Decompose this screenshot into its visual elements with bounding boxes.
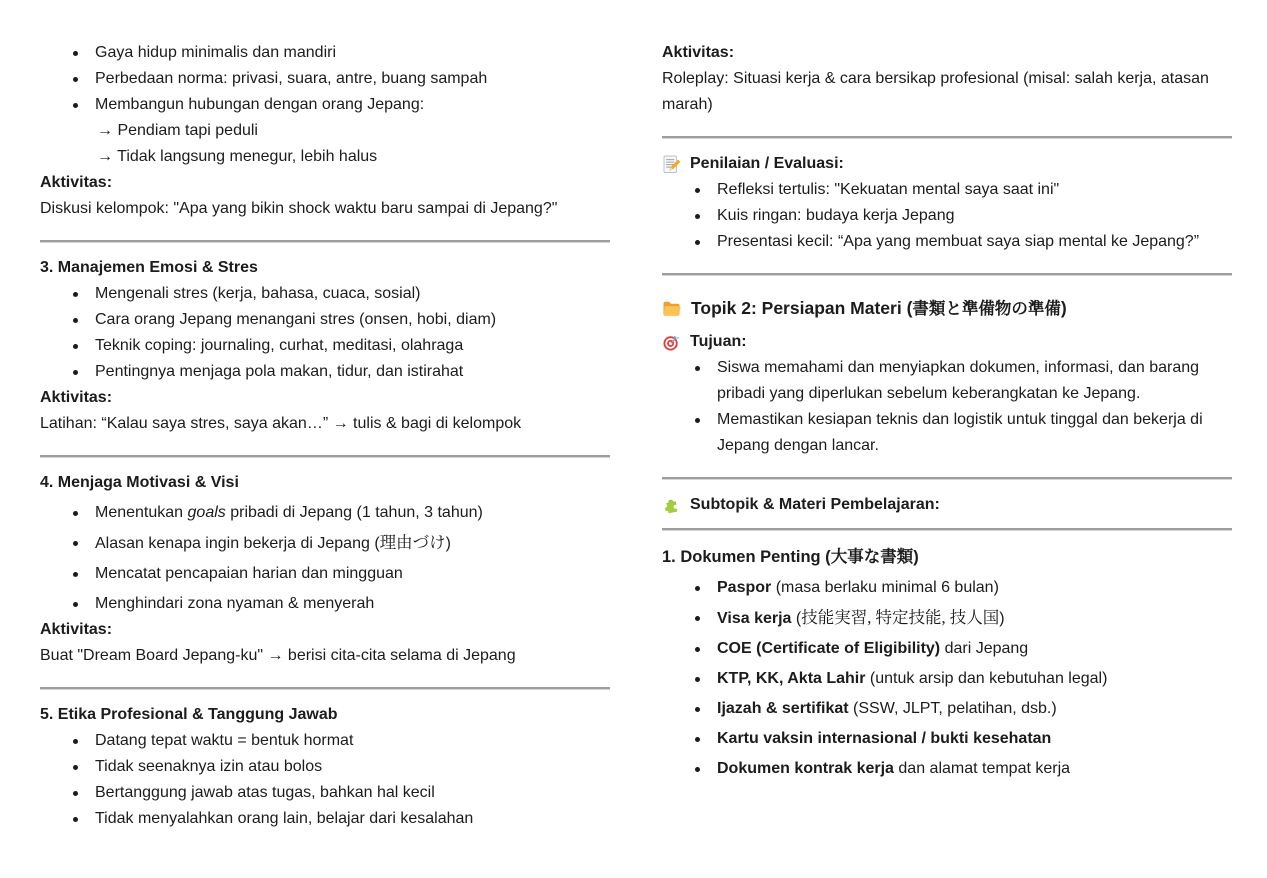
section-heading: Aktivitas: — [40, 389, 113, 406]
text-run: 1. Dokumen Penting ( — [662, 548, 831, 566]
section-heading: Aktivitas: — [662, 44, 735, 61]
list-item: Presentasi kecil: “Apa yang membuat saya siap mental ke Jepang?” — [662, 229, 1232, 255]
section-heading: 4. Menjaga Motivasi & Visi — [40, 474, 239, 491]
icon-heading — [662, 151, 1232, 177]
folder-icon — [662, 299, 681, 318]
bullet-list — [40, 40, 610, 170]
text-run: Kartu vaksin internasional / bukti kesehatan — [717, 730, 1052, 747]
japanese-text: 技能実習, 特定技能, 技人国 — [801, 608, 1000, 627]
list-item: Gaya hidup minimalis dan mandiri — [40, 40, 610, 66]
text-run: Alasan kenapa ingin bekerja di Jepang ( — [95, 535, 380, 552]
text-run: Ijazah & sertifikat — [717, 700, 849, 717]
text-run: Topik 2: Persiapan Materi ( — [691, 298, 913, 318]
text-run: COE (Certificate of Eligibility) — [717, 640, 941, 657]
text-run: Paspor — [717, 579, 772, 596]
list-item: Datang tepat waktu = bentuk hormat — [40, 728, 610, 754]
list-item: Membangun hubungan dengan orang Jepang: → Pendiam tapi peduli → Tidak langsung menegur, lebih halus — [40, 92, 610, 170]
list-item: Bertanggung jawab atas tugas, bahkan hal kecil — [40, 780, 610, 806]
list-item — [40, 500, 610, 526]
section-heading: Aktivitas: — [40, 621, 113, 638]
bullet-list — [40, 728, 610, 832]
list-item: Kuis ringan: budaya kerja Jepang — [662, 203, 1232, 229]
text-run: ) — [913, 548, 919, 566]
text-run: Dokumen kontrak kerja — [717, 760, 894, 777]
section-divider — [662, 136, 1232, 139]
icon-heading-label — [691, 294, 1067, 323]
section-divider — [40, 687, 610, 690]
japanese-text: 書類と準備物の準備 — [912, 299, 1061, 318]
right-column — [662, 40, 1232, 832]
list-item — [662, 666, 1232, 692]
text-run: (masa berlaku minimal 6 bulan) — [771, 579, 999, 596]
paragraph: Buat "Dream Board Jepang-ku" → berisi cita-cita selama di Jepang — [40, 647, 516, 664]
text-run: (SSW, JLPT, pelatihan, dsb.) — [848, 700, 1057, 717]
bullet-list — [662, 355, 1232, 459]
text-run: goals — [187, 504, 226, 521]
memo-icon — [662, 155, 681, 174]
text-run: pribadi di Jepang (1 tahun, 3 tahun) — [225, 504, 483, 521]
list-item: Pentingnya menjaga pola makan, tidur, dan istirahat — [40, 359, 610, 385]
list-item: Menghindari zona nyaman & menyerah — [40, 591, 610, 617]
list-item: Mengenali stres (kerja, bahasa, cuaca, sosial) — [40, 281, 610, 307]
list-item — [662, 575, 1232, 601]
icon-heading-label: Tujuan: — [690, 333, 747, 350]
sub-list-item: → Pendiam tapi peduli — [97, 122, 258, 139]
paragraph: Roleplay: Situasi kerja & cara bersikap profesional (misal: salah kerja, atasan marah) — [662, 70, 1209, 113]
sub-list-item: → Tidak langsung menegur, lebih halus — [97, 148, 378, 165]
text-run: Menentukan — [95, 504, 188, 521]
list-item: Perbedaan norma: privasi, suara, antre, buang sampah — [40, 66, 610, 92]
section-heading: Aktivitas: — [40, 174, 113, 191]
list-item — [662, 756, 1232, 782]
japanese-text: 理由づけ — [379, 533, 446, 552]
section-divider — [662, 273, 1232, 276]
list-item — [662, 605, 1232, 632]
list-item — [662, 696, 1232, 722]
text-run: Visa kerja — [717, 610, 792, 627]
target-icon — [662, 333, 681, 352]
section-heading: 5. Etika Profesional & Tanggung Jawab — [40, 706, 338, 723]
left-column — [40, 40, 610, 832]
icon-heading-label: Penilaian / Evaluasi: — [690, 155, 844, 172]
text-run: dari Jepang — [940, 640, 1029, 657]
section-divider — [40, 455, 610, 458]
paragraph: Latihan: “Kalau saya stres, saya akan…” → tulis & bagi di kelompok — [40, 415, 522, 432]
puzzle-icon — [662, 496, 681, 515]
icon-heading — [662, 492, 1232, 518]
list-item: Siswa memahami dan menyiapkan dokumen, informasi, dan barang pribadi yang diperlukan sebelum keberangkatan ke Jepang. — [662, 355, 1232, 407]
text-run: ( — [791, 610, 802, 627]
section-heading: 3. Manajemen Emosi & Stres — [40, 259, 258, 276]
list-item — [662, 636, 1232, 662]
text-run: ) — [445, 535, 451, 552]
bullet-list — [662, 177, 1232, 255]
text-run: ) — [1060, 298, 1067, 318]
list-item — [40, 530, 610, 557]
section-divider — [662, 528, 1232, 531]
list-item: Tidak seenaknya izin atau bolos — [40, 754, 610, 780]
icon-heading-label: Subtopik & Materi Pembelajaran: — [690, 496, 940, 513]
icon-heading — [662, 294, 1232, 323]
list-item: Cara orang Jepang menangani stres (onsen, hobi, diam) — [40, 307, 610, 333]
japanese-text: 大事な書類 — [830, 547, 914, 566]
bullet-list — [40, 500, 610, 617]
section-heading — [662, 543, 1232, 571]
list-item: Tidak menyalahkan orang lain, belajar dari kesalahan — [40, 806, 610, 832]
paragraph: Diskusi kelompok: "Apa yang bikin shock waktu baru sampai di Jepang?" — [40, 200, 558, 217]
list-item: Teknik coping: journaling, curhat, meditasi, olahraga — [40, 333, 610, 359]
list-item: Mencatat pencapaian harian dan mingguan — [40, 561, 610, 587]
list-item: Memastikan kesiapan teknis dan logistik untuk tinggal dan bekerja di Jepang dengan lancar. — [662, 407, 1232, 459]
text-run: dan alamat tempat kerja — [893, 760, 1071, 777]
bullet-list — [40, 281, 610, 385]
section-divider — [40, 240, 610, 243]
text-run: KTP, KK, Akta Lahir — [717, 670, 866, 687]
section-divider — [662, 477, 1232, 480]
bullet-list — [662, 575, 1232, 782]
icon-heading — [662, 329, 1232, 355]
list-item — [662, 726, 1232, 752]
text-run: ) — [999, 610, 1005, 627]
text-run: (untuk arsip dan kebutuhan legal) — [865, 670, 1108, 687]
list-item: Refleksi tertulis: "Kekuatan mental saya saat ini" — [662, 177, 1232, 203]
